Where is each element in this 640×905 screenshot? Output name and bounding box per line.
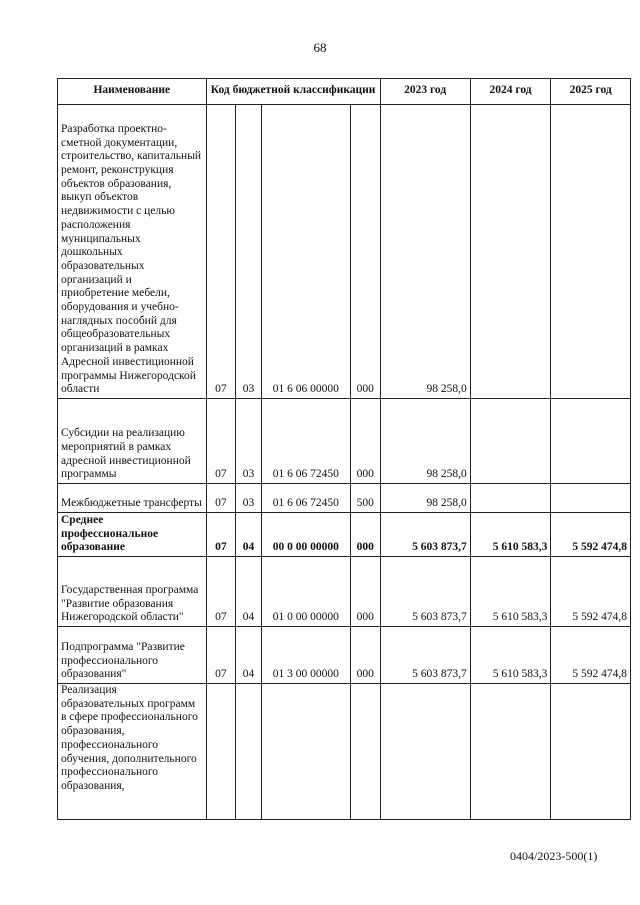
code-subsection: 03 xyxy=(236,399,261,484)
value-2023 xyxy=(380,684,470,820)
table-row xyxy=(58,399,631,484)
value-2024 xyxy=(470,684,551,820)
table-row xyxy=(58,557,631,627)
value-2024 xyxy=(470,105,551,399)
code-subsection: 03 xyxy=(236,105,261,399)
value-2025 xyxy=(551,484,631,513)
row-name: Подпрограмма "Развитие профессионального образования" xyxy=(58,627,207,684)
value-2024: 5 610 583,3 xyxy=(470,557,551,627)
table-row xyxy=(58,105,631,399)
code-target: 01 3 00 00000 xyxy=(261,627,350,684)
code-expense-type: 500 xyxy=(350,484,380,513)
code-subsection: 04 xyxy=(236,557,261,627)
table-row xyxy=(58,513,631,557)
value-2023: 5 603 873,7 xyxy=(380,513,470,557)
row-name: Субсидии на реализацию мероприятий в рамках адресной инвестиционной программы xyxy=(58,399,207,484)
document-code: 0404/2023-500(1) xyxy=(510,849,598,863)
row-name: Среднее профессиональное образование xyxy=(58,513,207,557)
code-expense-type: 000 xyxy=(350,105,380,399)
row-name: Реализация образовательных программ в сфере профессионального образования, профессионального обучения, дополнительного профессионального образования, xyxy=(58,684,207,820)
code-expense-type: 000 xyxy=(350,627,380,684)
code-target: 00 0 00 00000 xyxy=(261,513,350,557)
value-2024: 5 610 583,3 xyxy=(470,513,551,557)
value-2023: 98 258,0 xyxy=(380,105,470,399)
value-2024 xyxy=(470,484,551,513)
row-name: Межбюджетные трансферты xyxy=(58,484,207,513)
value-2023: 98 258,0 xyxy=(380,399,470,484)
code-subsection: 04 xyxy=(236,627,261,684)
value-2025: 5 592 474,8 xyxy=(551,513,631,557)
code-subsection: 03 xyxy=(236,484,261,513)
header-2024: 2024 год xyxy=(470,79,551,105)
table-row xyxy=(58,627,631,684)
value-2023: 5 603 873,7 xyxy=(380,627,470,684)
code-section: 07 xyxy=(206,513,236,557)
code-target: 01 6 06 72450 xyxy=(261,399,350,484)
table-row xyxy=(58,684,631,820)
header-name: Наименование xyxy=(58,79,207,105)
header-code: Код бюджетной классификации xyxy=(206,79,380,105)
code-section: 07 xyxy=(206,627,236,684)
code-expense-type: 000 xyxy=(350,513,380,557)
code-subsection xyxy=(236,684,261,820)
code-section: 07 xyxy=(206,105,236,399)
header-2023: 2023 год xyxy=(380,79,470,105)
value-2025 xyxy=(551,684,631,820)
value-2023: 5 603 873,7 xyxy=(380,557,470,627)
value-2024 xyxy=(470,399,551,484)
table-header-row xyxy=(58,79,631,105)
value-2025: 5 592 474,8 xyxy=(551,557,631,627)
value-2025 xyxy=(551,399,631,484)
value-2025 xyxy=(551,105,631,399)
budget-table xyxy=(57,78,631,820)
code-section: 07 xyxy=(206,399,236,484)
row-name: Государственная программа "Развитие образования Нижегородской области" xyxy=(58,557,207,627)
code-expense-type: 000 xyxy=(350,557,380,627)
value-2023: 98 258,0 xyxy=(380,484,470,513)
code-section xyxy=(206,684,236,820)
code-expense-type: 000 xyxy=(350,399,380,484)
code-target xyxy=(261,684,350,820)
code-target: 01 6 06 72450 xyxy=(261,484,350,513)
code-section: 07 xyxy=(206,557,236,627)
header-2025: 2025 год xyxy=(551,79,631,105)
code-subsection: 04 xyxy=(236,513,261,557)
row-name: Разработка проектно-сметной документации, строительство, капитальный ремонт, реконструкция объектов образования, выкуп объектов недвижимости с целью расположения муниципальных дошкольных образовательных организаций и приобретение мебели, оборудования и учебно-наглядных пособий для общеобразовательных организаций в рамках Адресной инвестиционной программы Нижегородской области xyxy=(58,105,207,399)
value-2025: 5 592 474,8 xyxy=(551,627,631,684)
table-row xyxy=(58,484,631,513)
code-section: 07 xyxy=(206,484,236,513)
code-target: 01 6 06 00000 xyxy=(261,105,350,399)
code-target: 01 0 00 00000 xyxy=(261,557,350,627)
code-expense-type xyxy=(350,684,380,820)
page-number: 68 xyxy=(313,40,327,55)
value-2024: 5 610 583,3 xyxy=(470,627,551,684)
